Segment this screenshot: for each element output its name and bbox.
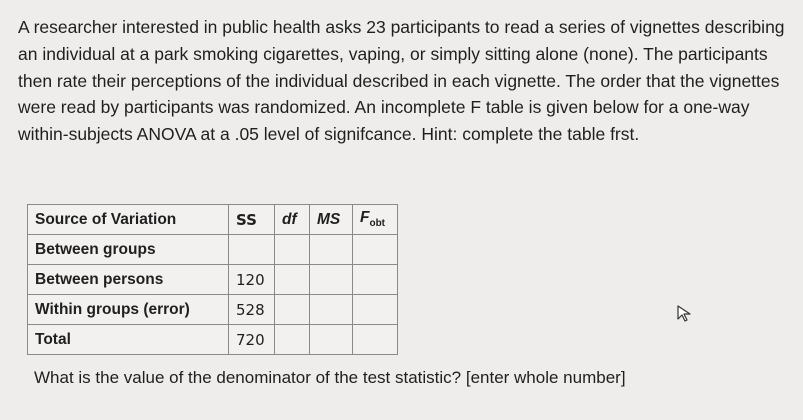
- header-ss: SS: [229, 205, 275, 235]
- cell-ss: [229, 235, 275, 265]
- header-df: df: [275, 205, 310, 235]
- row-source-label: Between persons: [28, 265, 229, 295]
- cell-f: [353, 295, 398, 325]
- table-header-row: [28, 205, 398, 235]
- cell-f: [353, 325, 398, 355]
- cell-ms: [310, 295, 353, 325]
- cell-ss: 528: [229, 295, 275, 325]
- cell-df: [275, 265, 310, 295]
- header-f-obt: [353, 205, 398, 235]
- table-row: [28, 235, 398, 265]
- cell-ss: 120: [229, 265, 275, 295]
- cell-ms: [310, 265, 353, 295]
- cell-df: [275, 295, 310, 325]
- cell-df: [275, 235, 310, 265]
- anova-f-table: [27, 204, 398, 355]
- row-source-label: Between groups: [28, 235, 229, 265]
- row-source-label: Total: [28, 325, 229, 355]
- row-source-label: Within groups (error): [28, 295, 229, 325]
- table-row: [28, 295, 398, 325]
- cell-ms: [310, 235, 353, 265]
- header-f-subscript: obt: [369, 218, 386, 230]
- table-row: [28, 265, 398, 295]
- header-f: F: [360, 209, 370, 227]
- cell-f: [353, 265, 398, 295]
- cell-ms: [310, 325, 353, 355]
- answer-prompt: What is the value of the denominator of the test statistic? [enter whole number]: [34, 368, 626, 387]
- cell-ss: 720: [229, 325, 275, 355]
- question-text: A researcher interested in public health asks 23 participants to read a series of vignettes describing an individual at a park smoking cigarettes, vaping, or simply sitting alone (none). The participants then rate their perceptions of the individual described in each vignette. The order that the vignettes were read by participants was randomized. An incomplete F table is given below for a one-way within-subjects ANOVA at a .05 level of signifcance. Hint: complete the table frst.: [18, 17, 785, 145]
- table-row: [28, 325, 398, 355]
- cell-df: [275, 325, 310, 355]
- header-ms: MS: [310, 205, 353, 235]
- header-source: Source of Variation: [28, 205, 229, 235]
- arrow-cursor-icon: [676, 304, 696, 322]
- cell-f: [353, 235, 398, 265]
